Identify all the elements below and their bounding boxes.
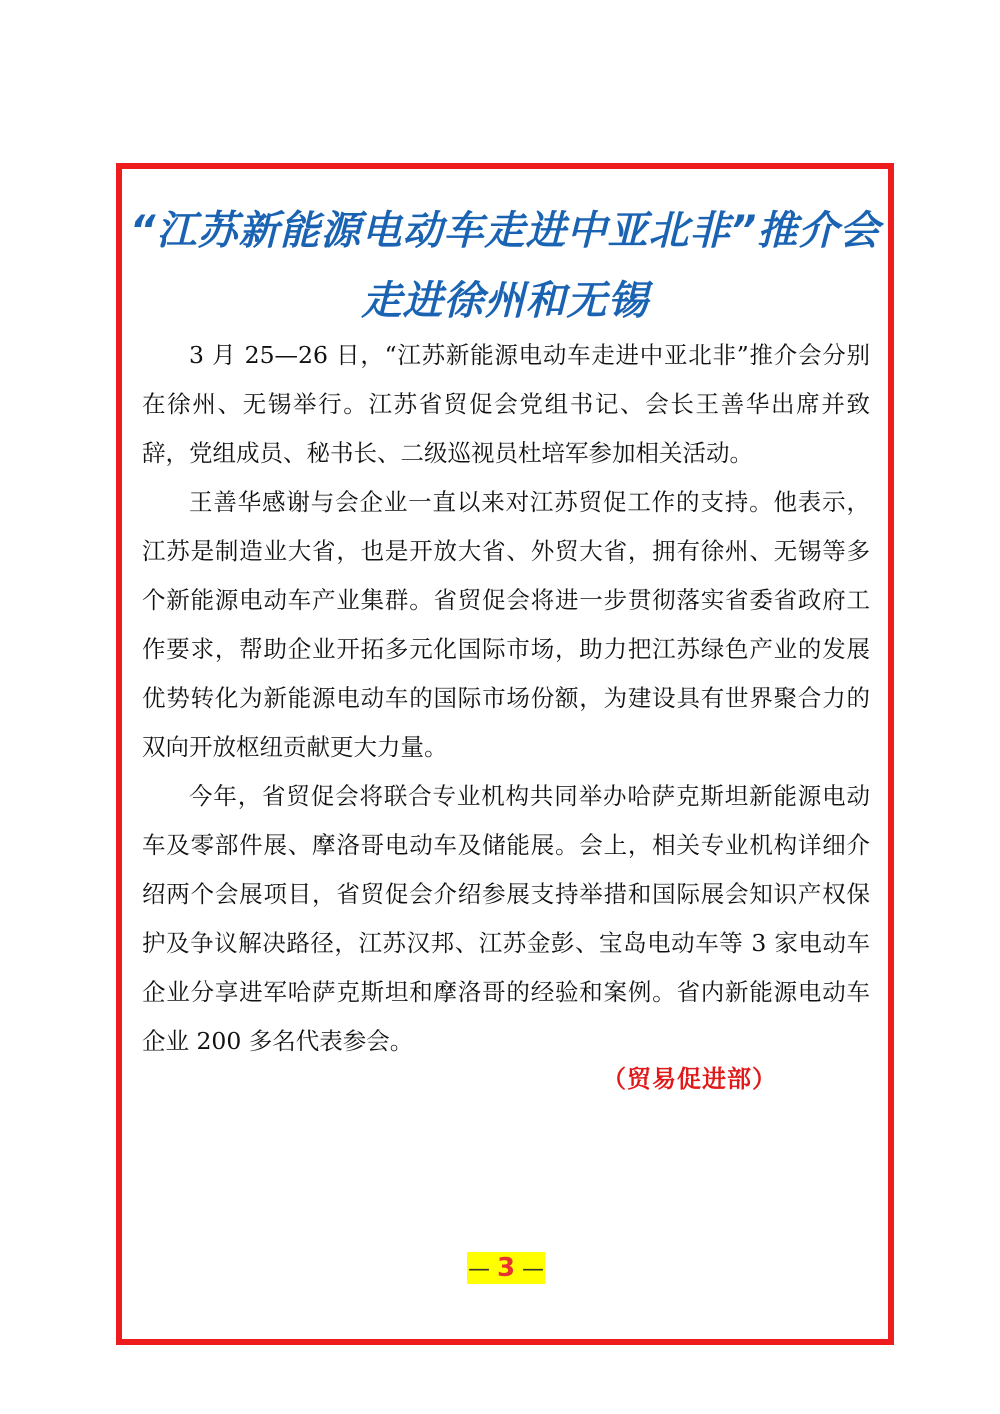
article-body <box>142 331 870 1066</box>
paragraph-1: 3 月 25—26 日，“江苏新能源电动车走进中亚北非”推介会分别在徐州、无锡举行。江苏省贸促会党组书记、会长王善华出席并致辞，党组成员、秘书长、二级巡视员杜培军参加相关活动。 <box>142 341 870 467</box>
page-number-dash-left: — <box>467 1257 490 1282</box>
paragraph-3: 今年，省贸促会将联合专业机构共同举办哈萨克斯坦新能源电动车及零部件展、摩洛哥电动车及储能展。会上，相关专业机构详细介绍两个会展项目，省贸促会介绍参展支持举措和国际展会知识产权保护及争议解决路径，江苏汉邦、江苏金彭、宝岛电动车等 3 家电动车企业分享进军哈萨克斯坦和摩洛哥的经验和案例。省内新能源电动车企业 200 多名代表参会。 <box>142 782 870 1055</box>
article-title-line-1: “江苏新能源电动车走进中亚北非”推介会 <box>129 208 881 254</box>
department-signature: （贸易促进部） <box>602 1064 777 1093</box>
page-number: 3 <box>496 1253 516 1283</box>
page-number-dash-right: — <box>522 1257 545 1282</box>
page-number-badge <box>467 1252 545 1284</box>
paragraph-2: 王善华感谢与会企业一直以来对江苏贸促工作的支持。他表示，江苏是制造业大省，也是开放大省、外贸大省，拥有徐州、无锡等多个新能源电动车产业集群。省贸促会将进一步贯彻落实省委省政府工作要求，帮助企业开拓多元化国际市场，助力把江苏绿色产业的发展优势转化为新能源电动车的国际市场份额，为建设具有世界聚合力的双向开放枢纽贡献更大力量。 <box>142 488 870 761</box>
page-frame <box>116 163 894 1345</box>
article-title-line-2: 走进徐州和无锡 <box>361 278 649 324</box>
